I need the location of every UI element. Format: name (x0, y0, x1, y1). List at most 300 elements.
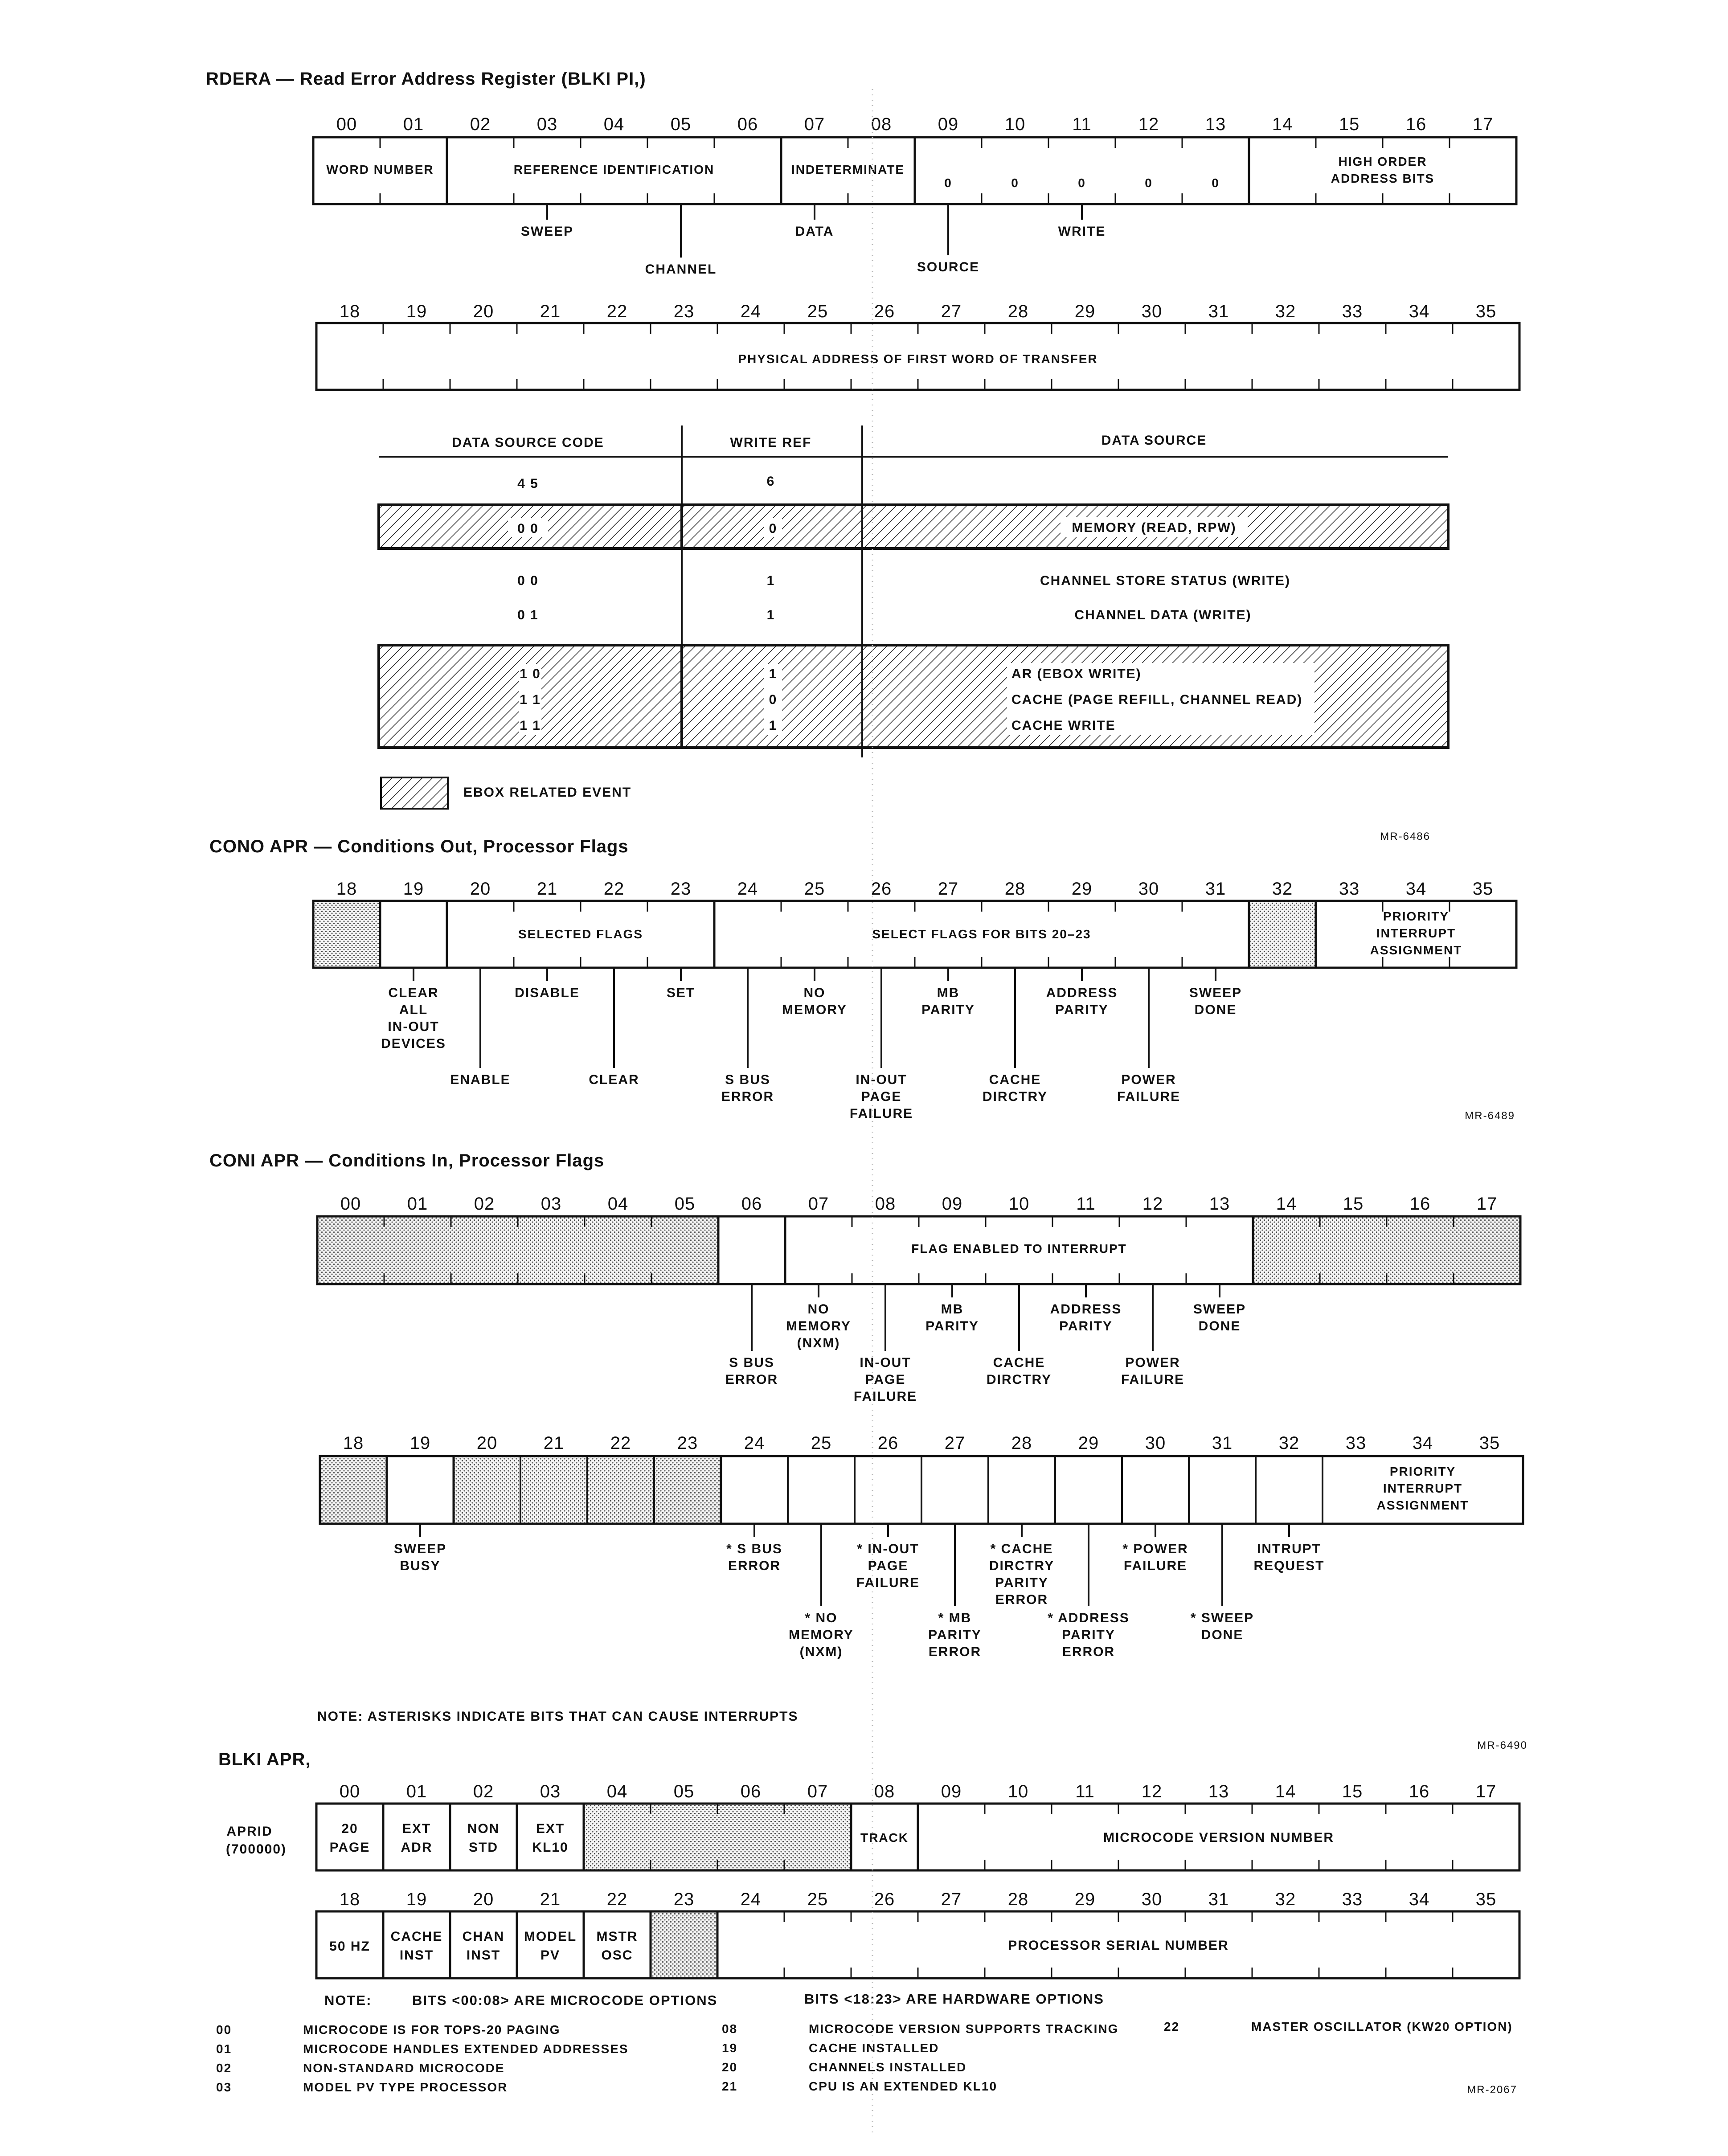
coni-bit-number: 23 (677, 1433, 698, 1453)
coni-mb-parity-error: ERROR (928, 1645, 982, 1659)
blki-bit-number: 29 (1074, 1890, 1096, 1909)
table-row-ref: 0 (769, 521, 778, 536)
coni-cache-dirctry: DIRCTRY (986, 1372, 1052, 1387)
blki-bit-number: 02 (473, 1782, 494, 1801)
cono-mb-parity: MB (937, 986, 960, 1000)
blki-20-page: PAGE (329, 1840, 370, 1855)
blki-bit-number: 23 (673, 1890, 695, 1909)
cono-title: CONO APR — Conditions Out, Processor Flags (209, 837, 629, 856)
rdera-title: RDERA — Read Error Address Register (BLKI PI,) (206, 69, 646, 89)
coni-no-memory: NO (807, 1302, 830, 1317)
blki-bit-number: 10 (1007, 1782, 1029, 1801)
coni-flag-enabled-to-interrupt: FLAG ENABLED TO INTERRUPT (911, 1242, 1127, 1256)
coni-assignment: ASSIGNMENT (1376, 1498, 1469, 1512)
rdera-bit-number: 19 (406, 302, 427, 321)
coni-s-bus-error: ERROR (725, 1372, 778, 1387)
rdera-bit-number: 14 (1272, 115, 1293, 134)
cono-interrupt: INTERRUPT (1376, 926, 1456, 940)
coni-s-bus-error: S BUS (729, 1355, 774, 1370)
coni-bit-number: 24 (744, 1433, 765, 1453)
cono-io-page-failure: FAILURE (849, 1106, 913, 1121)
rdera-bit-number: 12 (1138, 115, 1159, 134)
coni-bit-number: 03 (541, 1194, 562, 1214)
rdera-bit-number: 05 (670, 115, 692, 134)
blki-bit-number: 01 (406, 1782, 427, 1801)
blki-bit-number: 04 (606, 1782, 628, 1801)
legend-bit: 08 (722, 2022, 738, 2036)
rdera-bit-number: 21 (540, 302, 561, 321)
cono-bit-number: 33 (1339, 879, 1360, 899)
rdera-bit-number: 29 (1074, 302, 1096, 321)
rdera-mr-number: MR-6486 (1380, 830, 1430, 843)
rdera-write: WRITE (1058, 224, 1106, 239)
legend-bit: 02 (216, 2061, 232, 2075)
coni-bit-number: 30 (1145, 1433, 1166, 1453)
coni-bit-number: 14 (1276, 1194, 1297, 1214)
coni-io-page-failure: FAILURE (853, 1389, 917, 1404)
cono-bit-number: 35 (1472, 879, 1494, 899)
rdera-bit-number: 06 (737, 115, 758, 134)
rdera-bit-number: 13 (1205, 115, 1226, 134)
blki-mstr-osc: OSC (601, 1948, 633, 1963)
coni-bit-number: 10 (1008, 1194, 1030, 1214)
cono-bit-number: 27 (938, 879, 959, 899)
table-row-source: CHANNEL STORE STATUS (WRITE) (1040, 573, 1291, 588)
rdera-bit-number: 27 (941, 302, 962, 321)
blki-bit-number: 17 (1475, 1782, 1497, 1801)
rdera-bit-number: 34 (1409, 302, 1430, 321)
cono-bit-number: 29 (1071, 879, 1093, 899)
rdera-high-order: HIGH ORDER (1338, 155, 1427, 168)
cono-no-memory: NO (803, 986, 826, 1000)
cono-select-flags-20-23: SELECT FLAGS FOR BITS 20–23 (872, 927, 1091, 941)
coni-bit-number: 02 (474, 1194, 495, 1214)
blki-bit-number: 06 (740, 1782, 762, 1801)
rdera-bit-number: 32 (1275, 302, 1296, 321)
blki-bit-number: 24 (740, 1890, 762, 1909)
rdera-word-number: WORD NUMBER (326, 163, 434, 176)
rdera-bit-number: 20 (473, 302, 494, 321)
aprid-label: APRID (226, 1824, 273, 1839)
table-row-source: CHANNEL DATA (WRITE) (1074, 608, 1252, 622)
coni-mb-parity: MB (941, 1302, 964, 1317)
table-row-code: 0 1 (517, 608, 539, 622)
rdera-indeterminate: INDETERMINATE (791, 163, 905, 176)
cono-bit-number: 21 (536, 879, 558, 899)
coni-bit-number: 16 (1409, 1194, 1431, 1214)
legend-text: MODEL PV TYPE PROCESSOR (303, 2080, 508, 2094)
cono-power-failure: FAILURE (1117, 1089, 1181, 1104)
legend-bit: 19 (722, 2041, 738, 2055)
rdera-bit-number: 33 (1342, 302, 1363, 321)
cono-bit-number: 32 (1272, 879, 1293, 899)
coni-sweep-done-int: DONE (1201, 1628, 1244, 1642)
rdera-bit-number: 17 (1472, 115, 1494, 134)
cono-io-page-failure: PAGE (861, 1089, 902, 1104)
table-row-ref: 1 (766, 608, 775, 622)
blki-reserved-23 (651, 1911, 717, 1978)
aprid-value: (700000) (225, 1842, 287, 1857)
coni-bit-number: 04 (607, 1194, 629, 1214)
rdera-channel: CHANNEL (645, 262, 717, 277)
blki-track: TRACK (860, 1831, 909, 1845)
blki-bit-number: 00 (339, 1782, 360, 1801)
table-row-source: CACHE WRITE (1011, 718, 1116, 733)
coni-address-parity: ADDRESS (1050, 1302, 1122, 1317)
coni-no-memory: MEMORY (786, 1319, 851, 1334)
coni-bit-number: 34 (1412, 1433, 1433, 1453)
rdera-bit-number: 03 (536, 115, 558, 134)
coni-bit-number: 26 (877, 1433, 899, 1453)
rdera-bit-number: 23 (673, 302, 695, 321)
coni-bit-number: 21 (543, 1433, 565, 1453)
blki-chan-inst: INST (466, 1948, 501, 1963)
rdera-source: SOURCE (917, 260, 980, 274)
blki-bit-number: 19 (406, 1890, 427, 1909)
rdera-bit-number: 04 (603, 115, 625, 134)
table-subheader: 4 5 (517, 476, 539, 491)
table-row-source: CACHE (PAGE REFILL, CHANNEL READ) (1011, 692, 1303, 707)
blki-bit-number: 21 (540, 1890, 561, 1909)
rdera-bit-number: 02 (470, 115, 491, 134)
coni-bit-number: 17 (1476, 1194, 1498, 1214)
coni-sweep-busy: BUSY (400, 1559, 441, 1573)
rdera-bit-number: 25 (807, 302, 828, 321)
cono-bit-number: 28 (1004, 879, 1026, 899)
blki-bit-number: 27 (941, 1890, 962, 1909)
coni-cache-dirctry-parity-error: PARITY (995, 1575, 1048, 1590)
coni-intrupt-request: REQUEST (1253, 1559, 1325, 1573)
coni-reserved-18 (320, 1456, 387, 1524)
coni-mb-parity-error: PARITY (928, 1628, 982, 1642)
cono-assignment: ASSIGNMENT (1370, 943, 1462, 957)
cono-reserved-18 (313, 901, 380, 968)
table-row-code: 1 0 (520, 667, 541, 681)
blki-bit-number: 16 (1409, 1782, 1430, 1801)
blki-20-page: 20 (341, 1821, 358, 1836)
legend-bit: 22 (1164, 2020, 1180, 2033)
coni-sweep-done: SWEEP (1193, 1302, 1246, 1317)
coni-io-page-failure: IN-OUT (860, 1355, 911, 1370)
legend-text: MICROCODE HANDLES EXTENDED ADDRESSES (303, 2042, 629, 2056)
blki-bit-number: 31 (1208, 1890, 1229, 1909)
coni-sweep-busy: SWEEP (393, 1542, 447, 1556)
cono-clear-all-io: CLEAR (388, 986, 439, 1000)
blki-bit-number: 33 (1342, 1890, 1363, 1909)
cono-disable: DISABLE (515, 986, 580, 1000)
rdera-physical-address: PHYSICAL ADDRESS OF FIRST WORD OF TRANSFER (738, 352, 1098, 366)
cono-no-memory: MEMORY (782, 1002, 847, 1017)
blki-chan-inst: CHAN (462, 1929, 505, 1944)
cono-bit-number: 34 (1405, 879, 1427, 899)
coni-no-memory-int: * NO (805, 1611, 838, 1625)
coni-bit-number: 06 (741, 1194, 762, 1214)
blki-bit-number: 13 (1208, 1782, 1229, 1801)
coni-bit-number: 08 (875, 1194, 896, 1214)
cono-selected-flags: SELECTED FLAGS (518, 927, 643, 941)
blki-model-pv: PV (540, 1948, 561, 1963)
coni-title: CONI APR — Conditions In, Processor Flags (209, 1151, 605, 1170)
rdera-zero-bit: 0 (1212, 176, 1220, 190)
coni-address-parity-error: PARITY (1062, 1628, 1115, 1642)
legend-text: CPU IS AN EXTENDED KL10 (809, 2079, 998, 2093)
cono-clear: CLEAR (589, 1072, 639, 1087)
coni-bit-number: 29 (1078, 1433, 1099, 1453)
rdera-bit-number: 26 (874, 302, 895, 321)
rdera-sweep: SWEEP (520, 224, 574, 239)
cono-cache-dirctry: DIRCTRY (982, 1089, 1048, 1104)
blki-bit-number: 08 (874, 1782, 895, 1801)
blki-50-hz: 50 HZ (329, 1939, 370, 1954)
cono-power-failure: POWER (1121, 1072, 1176, 1087)
coni-bit-number: 32 (1278, 1433, 1300, 1453)
table-row-source: AR (EBOX WRITE) (1011, 667, 1142, 681)
coni-s-bus-error-int: * S BUS (726, 1542, 782, 1556)
coni-s-bus-error-int: ERROR (728, 1559, 781, 1573)
table-header-write-ref: WRITE REF (730, 435, 812, 450)
cono-sweep-done: DONE (1194, 1002, 1237, 1017)
coni-no-memory-int: (NXM) (799, 1645, 843, 1659)
blki-processor-serial-number: PROCESSOR SERIAL NUMBER (1008, 1938, 1229, 1953)
coni-io-page-failure-int: PAGE (868, 1559, 909, 1573)
cono-bit-number: 23 (670, 879, 692, 899)
blki-ext-adr: ADR (401, 1840, 433, 1855)
table-header-data-source: DATA SOURCE (1101, 433, 1207, 448)
coni-address-parity: PARITY (1059, 1319, 1113, 1334)
coni-bit-number: 11 (1076, 1194, 1096, 1214)
blki-mstr-osc: MSTR (596, 1929, 638, 1944)
rdera-zero-bit: 0 (1145, 176, 1153, 190)
blki-bit-number: 20 (473, 1890, 494, 1909)
table-row-code: 0 0 (517, 573, 539, 588)
coni-intrupt-request: INTRUPT (1257, 1542, 1321, 1556)
table-row-source: MEMORY (READ, RPW) (1072, 520, 1237, 535)
rdera-bit-number: 24 (740, 302, 762, 321)
blki-model-pv: MODEL (524, 1929, 577, 1944)
legend-bit: 01 (216, 2042, 232, 2056)
cono-s-bus-error: S BUS (725, 1072, 770, 1087)
cono-enable: ENABLE (450, 1072, 511, 1087)
cono-address-parity: PARITY (1055, 1002, 1109, 1017)
blki-non-std: STD (469, 1840, 498, 1855)
table-row-ref: 0 (769, 692, 778, 707)
legend-text: MICROCODE VERSION SUPPORTS TRACKING (809, 2022, 1119, 2036)
rdera-bit-number: 18 (339, 302, 360, 321)
coni-bit-number: 22 (610, 1433, 631, 1453)
table-row-code: 1 1 (520, 718, 541, 733)
blki-title: BLKI APR, (218, 1750, 311, 1769)
cono-bit-number: 22 (603, 879, 625, 899)
cono-address-parity: ADDRESS (1046, 986, 1118, 1000)
rdera-bit-number: 28 (1007, 302, 1029, 321)
rdera-bit-number: 10 (1004, 115, 1026, 134)
coni-sweep-done: DONE (1198, 1319, 1241, 1334)
blki-cache-inst: INST (399, 1948, 434, 1963)
coni-bit-number: 25 (811, 1433, 832, 1453)
table-header-code: DATA SOURCE CODE (452, 435, 604, 450)
table-row-ref: 1 (769, 667, 778, 681)
legend-text: MICROCODE IS FOR TOPS-20 PAGING (303, 2023, 561, 2037)
cono-mb-parity: PARITY (921, 1002, 975, 1017)
cono-reserved-32 (1249, 901, 1316, 968)
blki-cache-inst: CACHE (390, 1929, 443, 1944)
blki-bit-number: 15 (1342, 1782, 1363, 1801)
coni-bit-number: 19 (409, 1433, 431, 1453)
blki-bit-number: 05 (673, 1782, 695, 1801)
coni-bit-number: 01 (407, 1194, 428, 1214)
coni-bit-number: 18 (343, 1433, 364, 1453)
cono-clear-all-io: ALL (399, 1002, 428, 1017)
coni-priority: PRIORITY (1389, 1465, 1456, 1478)
coni-cache-dirctry: CACHE (993, 1355, 1045, 1370)
rdera-bit-number: 35 (1475, 302, 1497, 321)
coni-cache-dirctry-parity-error: * CACHE (990, 1542, 1053, 1556)
blki-bit-number: 28 (1007, 1890, 1029, 1909)
coni-io-page-failure: PAGE (865, 1372, 906, 1387)
coni-power-failure: FAILURE (1121, 1372, 1185, 1387)
coni-io-page-failure-int: * IN-OUT (857, 1542, 919, 1556)
coni-bit-number: 09 (942, 1194, 963, 1214)
coni-no-memory-int: MEMORY (789, 1628, 854, 1642)
coni-mr-number: MR-6490 (1477, 1739, 1527, 1751)
cono-bit-number: 24 (737, 879, 758, 899)
coni-bit-number: 12 (1142, 1194, 1163, 1214)
coni-sweep-done-int: * SWEEP (1190, 1611, 1254, 1625)
blki-bit-number: 30 (1141, 1890, 1163, 1909)
cono-s-bus-error: ERROR (721, 1089, 774, 1104)
blki-bit-number: 14 (1275, 1782, 1296, 1801)
coni-note: NOTE: ASTERISKS INDICATE BITS THAT CAN CAUSE INTERRUPTS (317, 1709, 798, 1724)
blki-bit-number: 03 (540, 1782, 561, 1801)
table-row-ref: 1 (766, 573, 775, 588)
coni-no-memory: (NXM) (797, 1336, 840, 1350)
legend-text: CACHE INSTALLED (809, 2041, 939, 2055)
coni-cache-dirctry-parity-error: ERROR (995, 1592, 1048, 1607)
cono-clear-all-io: DEVICES (381, 1036, 446, 1051)
legend-bit: 00 (216, 2023, 232, 2037)
blki-note-microcode-options: BITS <00:08> ARE MICROCODE OPTIONS (412, 1992, 718, 2008)
coni-power-failure-int: * POWER (1122, 1542, 1188, 1556)
coni-interrupt: INTERRUPT (1383, 1481, 1463, 1495)
rdera-zero-bit: 0 (1078, 176, 1086, 190)
legend-swatch (381, 777, 448, 809)
coni-bit-number: 13 (1209, 1194, 1230, 1214)
cono-cache-dirctry: CACHE (989, 1072, 1041, 1087)
coni-address-parity-error: * ADDRESS (1048, 1611, 1130, 1625)
rdera-address-bits: ADDRESS BITS (1331, 172, 1435, 185)
coni-bit-number: 31 (1212, 1433, 1233, 1453)
cono-io-page-failure: IN-OUT (856, 1072, 907, 1087)
rdera-bit-number: 01 (403, 115, 424, 134)
blki-bit-number: 12 (1141, 1782, 1163, 1801)
legend-text: CHANNELS INSTALLED (809, 2060, 967, 2074)
cono-bit-number: 25 (804, 879, 825, 899)
blki-microcode-version: MICROCODE VERSION NUMBER (1103, 1830, 1335, 1845)
blki-bit-number: 32 (1275, 1890, 1296, 1909)
blki-bit-number: 35 (1475, 1890, 1497, 1909)
legend-ebox-related-event: EBOX RELATED EVENT (463, 785, 632, 800)
coni-power-failure: POWER (1125, 1355, 1180, 1370)
rdera-bit-number: 11 (1072, 115, 1092, 134)
rdera-bit-number: 09 (938, 115, 959, 134)
rdera-bit-number: 08 (871, 115, 892, 134)
cono-set: SET (666, 986, 696, 1000)
blki-bit-number: 11 (1075, 1782, 1095, 1801)
cono-bit-number: 19 (403, 879, 424, 899)
table-subheader: 6 (766, 474, 775, 489)
cono-bit-number: 20 (470, 879, 491, 899)
rdera-zero-bit: 0 (1011, 176, 1019, 190)
blki-note-hardware-options: BITS <18:23> ARE HARDWARE OPTIONS (804, 1991, 1104, 2007)
rdera-zero-bit: 0 (944, 176, 952, 190)
coni-bit-number: 00 (340, 1194, 361, 1214)
rdera-bit-number: 16 (1405, 115, 1427, 134)
coni-mb-parity-error: * MB (938, 1611, 972, 1625)
coni-power-failure-int: FAILURE (1123, 1559, 1187, 1573)
blki-bit-number: 09 (941, 1782, 962, 1801)
cono-bit-number: 31 (1205, 879, 1226, 899)
coni-bit-number: 07 (808, 1194, 829, 1214)
blki-bit-number: 07 (807, 1782, 828, 1801)
blki-bit-number: 34 (1409, 1890, 1430, 1909)
legend-text: MASTER OSCILLATOR (KW20 OPTION) (1251, 2020, 1513, 2033)
rdera-bit-number: 00 (336, 115, 357, 134)
legend-bit: 20 (722, 2060, 738, 2074)
rdera-bit-number: 15 (1339, 115, 1360, 134)
rdera-bit-number: 07 (804, 115, 825, 134)
cono-clear-all-io: IN-OUT (388, 1019, 439, 1034)
cono-bit-number: 26 (871, 879, 892, 899)
coni-io-page-failure-int: FAILURE (856, 1575, 920, 1590)
rdera-reference-identification: REFERENCE IDENTIFICATION (513, 163, 715, 176)
coni-cache-dirctry-parity-error: DIRCTRY (989, 1559, 1055, 1573)
legend-text: NON-STANDARD MICROCODE (303, 2061, 505, 2075)
coni-bit-number: 35 (1479, 1433, 1500, 1453)
rdera-data: DATA (795, 224, 834, 239)
legend-bit: 03 (216, 2080, 232, 2094)
rdera-bit-number: 22 (606, 302, 628, 321)
blki-bit-number: 22 (606, 1890, 628, 1909)
coni-address-parity-error: ERROR (1062, 1645, 1115, 1659)
coni-bit-number: 27 (944, 1433, 966, 1453)
coni-bit-number: 28 (1011, 1433, 1032, 1453)
coni-bit-number: 05 (674, 1194, 696, 1214)
coni-bit-number: 33 (1345, 1433, 1367, 1453)
blki-ext-kl10: EXT (536, 1821, 565, 1836)
blki-mr-number: MR-2067 (1467, 2084, 1517, 2096)
rdera-bit-number: 31 (1208, 302, 1229, 321)
rdera-bit-number: 30 (1141, 302, 1163, 321)
blki-note-label: NOTE: (324, 1992, 372, 2008)
cono-priority: PRIORITY (1383, 909, 1450, 923)
coni-bit-number: 15 (1343, 1194, 1364, 1214)
coni-mb-parity: PARITY (925, 1319, 979, 1334)
blki-bit-number: 18 (339, 1890, 360, 1909)
cono-bit-number: 30 (1138, 879, 1159, 899)
legend-bit: 21 (722, 2079, 738, 2093)
blki-bit-number: 25 (807, 1890, 828, 1909)
cono-bit-number: 18 (336, 879, 357, 899)
table-row-code: 0 0 (517, 521, 539, 536)
table-row-code: 1 1 (520, 692, 541, 707)
blki-ext-kl10: KL10 (532, 1840, 569, 1855)
blki-bit-number: 26 (874, 1890, 895, 1909)
coni-bit-number: 20 (476, 1433, 498, 1453)
blki-ext-adr: EXT (402, 1821, 431, 1836)
cono-mr-number: MR-6489 (1465, 1110, 1515, 1122)
table-row-ref: 1 (769, 718, 778, 733)
cono-sweep-done: SWEEP (1189, 986, 1242, 1000)
